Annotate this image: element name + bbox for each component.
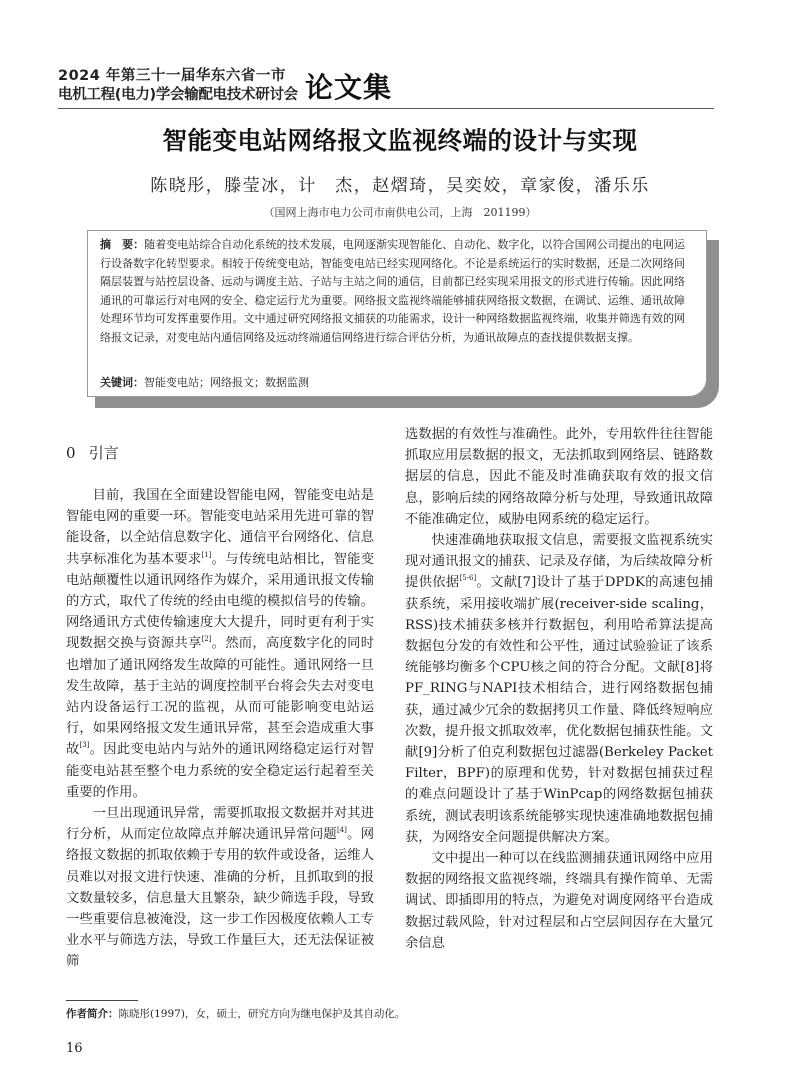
footnote-label: 作者简介： [66, 1008, 119, 1020]
paragraph-text: 。文献[7]设计了基于DPDK的高速包捕获系统，采用接收端扩展(receiver-side scaling，RSS)技术捕获多核并行数据包，利用哈希算法提高数据包分发的有效性和公平性，通过试验验证了该系统能够均衡多个CPU核之间的符合分配。文献[8]将PF_RING与NAPI技术相结合，进行网络数据包捕获，通过减少冗余的数据拷贝工作量、降低终短响应次数，提升报文抓取效率，优化数据包捕获性能。文献[9]分析了伯克利数据包过滤器(Berkeley Packet Filter，BPF)的原理和优势，针对数据包捕获过程的难点问题设计了基于WinPcap的网络数据包捕获系统，测试表明该系统能够实现快速准确地数据包捕获，为网络安全问题提供解决方案。 [405, 575, 714, 845]
header-proceedings-badge: 论文集 [305, 71, 393, 104]
paragraph: 选数据的有效性与准确性。此外，专用软件往往智能抓取应用层数据的报文，无法抓取到网络层、链路数据层的信息，因此不能及时准确获取有效的报文信息，影响后续的网络故障分析与处理，导致通讯故障不能准确定位，威胁电网系统的稳定运行。 [405, 427, 713, 527]
keywords-label: 关键词： [100, 376, 144, 389]
citation: [4] [336, 826, 347, 835]
citation: [2] [201, 635, 212, 644]
footnote-text: 陈晓彤(1997)，女，硕士，研究方向为继电保护及其自动化。 [118, 1008, 406, 1020]
keywords [100, 374, 309, 390]
citation: [3] [79, 741, 90, 750]
header-society-line: 电机工程(电力)学会输配电技术研讨会 [58, 87, 298, 103]
footnote-divider [66, 1000, 138, 1001]
abstract-text: 随着变电站综合自动化系统的技术发展，电网逐渐实现智能化、自动化、数字化，以符合国网公司提出的电网运行设备数字化转型要求。相较于传统变电站，智能变电站已经实现网络化。不论是系统运行的实时数据，还是二次网络间隔层装置与站控层设备、远动与调度主站、子站与主站之间的通信，目前都已经实现采用报文的形式进行传输。因此网络通讯的可靠运行对电网的安全、稳定运行尤为重要。网络报文监视终端能够捕获网络报文数据，在调试、运维、通讯故障处理环节均可发挥重要作用。文中通过研究网络报文捕获的功能需求，设计一种网络数据监视终端，收集并筛选有效的网络报文记录，对变电站内通信网络及远动终端通信网络进行综合评估分析，为通讯故障点的查找提供数据支撑。 [100, 238, 685, 344]
section-heading-introduction [66, 443, 374, 463]
paragraph-text: 。与传统电站相比，智能变电站颠覆性以通讯网络作为媒介，采用通讯报文传输的方式，取代了传统的经由电缆的模拟信号的传输。网络通讯方式使传输速度大大提升，同时更有利于实现数据交换与资源共享 [66, 551, 375, 652]
section-title: 引言 [88, 444, 119, 462]
section-number: 0 [66, 444, 76, 462]
paragraph-text: 。然而，高度数字化的同时也增加了通讯网络发生故障的可能性。通讯网络一旦发生故障，基于主站的调度控制平台将会失去对变电站内设备运行工况的监视，从而可能影响变电站运行，如果网络报文发生通讯异常，甚至会造成重大事故 [66, 636, 375, 758]
paragraph [66, 485, 374, 803]
paragraph-text: 一旦出现通讯异常，需要抓取报文数据并对其进行分析，从而定位故障点并解决通讯异常问题 [66, 806, 374, 843]
abstract [100, 236, 685, 348]
right-column [405, 424, 713, 954]
paragraph [66, 803, 374, 973]
affiliation: （国网上海市电力公司市南供电公司，上海 201199） [263, 206, 537, 219]
proceedings-header [58, 62, 748, 106]
paragraph-text: 目前，我国在全面建设智能电网，智能变电站是智能电网的重要一环。智能变电站采用先进可靠的智能设备，以全站信息数字化、通信平台网络化、信息共享标准化为基本要求 [66, 488, 374, 567]
paragraph: 文中提出一种可以在线监测捕获通讯网络中应用数据的网络报文监视终端，终端具有操作简单、无需调试、即插即用的特点，为避免对调度网络平台造成数据过载风险，针对过程层和占空层间因存在大量冗余信息 [405, 851, 713, 951]
paragraph-text: 。网络报文数据的抓取依赖于专用的软件或设备，运维人员难以对报文进行快速、准确的分析，且抓取到的报文数量较多，信息量大且繁杂，缺少筛选手段，导致一些重要信息被淹没，这一步工作因极度依赖人工专业水平与筛选方法，导致工作量巨大，还无法保证被筛 [66, 827, 375, 970]
paragraph-text: 快速准确地获取报文信息，需要报文监视系统实现对通讯报文的捕获、记录及存储，为后续故障分析提供依据 [405, 533, 713, 591]
citation: [1] [201, 550, 212, 559]
author-footnote [66, 1006, 405, 1021]
keywords-text: 智能变电站；网络报文；数据监测 [144, 376, 309, 389]
paragraph-text: 。因此变电站内与站外的通讯网络稳定运行对智能变电站甚至整个电力系统的安全稳定运行起着至关重要的作用。 [66, 742, 375, 800]
paragraph [405, 530, 713, 848]
page-number: 16 [66, 1041, 83, 1056]
header-conference-line: 2024 年第三十一届华东六省一市 [58, 68, 286, 84]
left-column [66, 424, 374, 973]
author-list: 陈晓彤，滕莹冰，计 杰，赵熠琦，吴奕姣，章家俊，潘乐乐 [150, 176, 650, 196]
citation: [5-6] [459, 574, 477, 583]
paper-title: 智能变电站网络报文监视终端的设计与实现 [162, 126, 638, 155]
abstract-label: 摘 要： [100, 238, 145, 251]
header-divider [58, 108, 714, 109]
